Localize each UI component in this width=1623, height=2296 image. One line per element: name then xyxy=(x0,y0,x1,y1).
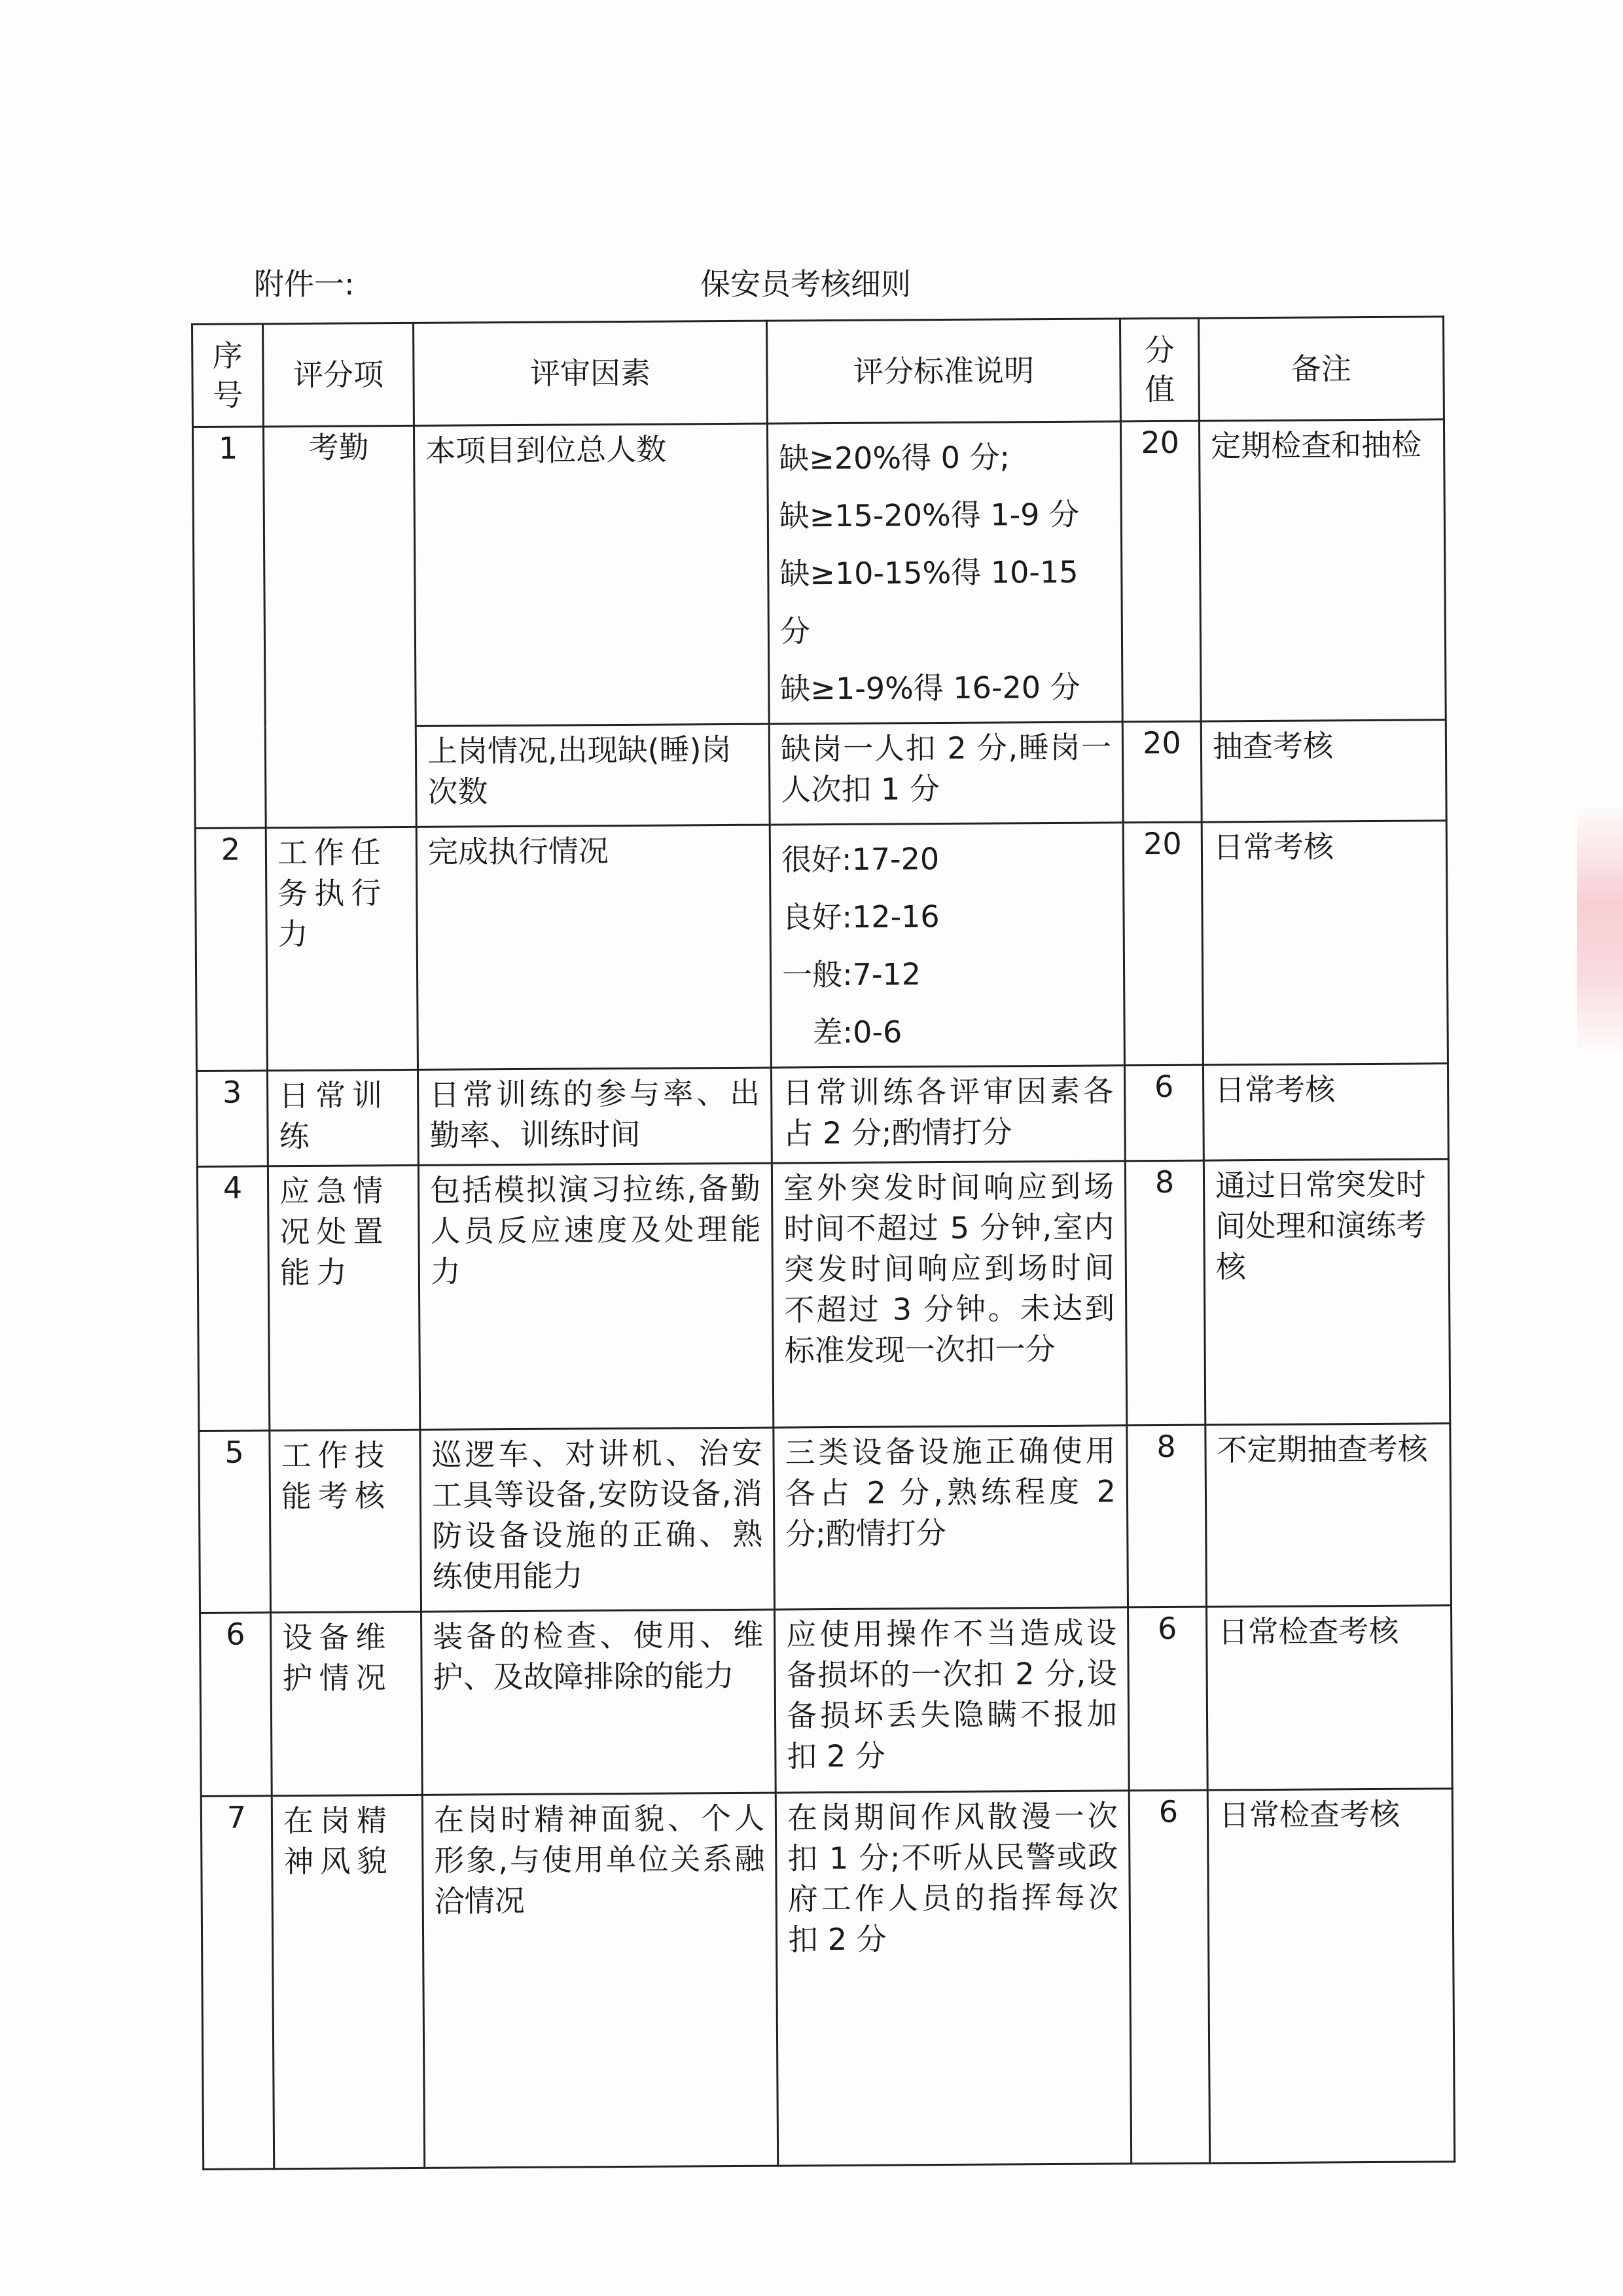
row-number: 6 xyxy=(200,1613,272,1797)
col-header-no: 序号 xyxy=(192,324,264,427)
document-header xyxy=(0,260,1623,306)
criteria-lines xyxy=(768,422,1122,723)
score-value: 20 xyxy=(1123,822,1203,1066)
seal-stamp-edge xyxy=(1577,805,1623,1054)
item-cell xyxy=(268,1165,419,1430)
row-number: 3 xyxy=(196,1071,268,1167)
score-value: 8 xyxy=(1127,1425,1207,1607)
criteria-line: 一般:7-12 xyxy=(781,956,921,993)
score-value: 20 xyxy=(1120,421,1201,722)
factor-text: 日常训练的参与率、出勤率、训练时间 xyxy=(429,1075,760,1153)
criteria-text: 日常训练各评审因素各占 2 分;酌情打分 xyxy=(783,1073,1114,1151)
criteria-text: 应使用操作不当造成设备损坏的一次扣 2 分,设备损坏丢失隐瞒不报加扣 2 分 xyxy=(786,1615,1118,1774)
factor-text: 上岗情况,出现缺(睡)岗次数 xyxy=(427,731,732,810)
criteria-cell xyxy=(775,1607,1130,1793)
factor-cell xyxy=(416,724,770,827)
factor-text: 本项目到位总人数 xyxy=(425,431,667,469)
criteria-line: 缺≥20%得 0 分; xyxy=(779,439,1010,476)
criteria-cell xyxy=(774,1426,1128,1609)
criteria-cell xyxy=(771,1066,1125,1163)
factor-cell xyxy=(420,1427,775,1611)
item-name: 考勤 xyxy=(263,425,416,827)
row-number: 7 xyxy=(201,1796,274,2170)
table-row xyxy=(196,1064,1448,1167)
criteria-lines xyxy=(771,823,1124,1066)
table-header-row xyxy=(192,317,1444,427)
note-cell xyxy=(1201,720,1446,822)
factor-cell xyxy=(416,825,771,1069)
factor-text: 在岗时精神面貌、个人形象,与使用单位关系融洽情况 xyxy=(433,1800,765,1919)
note-cell xyxy=(1207,1789,1454,2163)
item-cell xyxy=(271,1611,423,1795)
row-number: 2 xyxy=(195,828,267,1071)
item-name: 工作任务执行力 xyxy=(277,834,388,952)
col-header-criteria: 评分标准说明 xyxy=(766,319,1120,423)
factor-cell xyxy=(414,423,769,726)
table-row xyxy=(197,1159,1450,1431)
item-name: 工作技能考核 xyxy=(281,1437,392,1515)
note-text: 日常考核 xyxy=(1213,829,1334,865)
note-text: 定期检查和抽检 xyxy=(1211,427,1422,464)
score-value: 6 xyxy=(1124,1065,1204,1161)
col-header-factor: 评审因素 xyxy=(414,321,768,425)
criteria-line: 良好:12-16 xyxy=(781,899,940,935)
factor-cell xyxy=(422,1793,777,2168)
col-header-score: 分值 xyxy=(1120,318,1199,422)
criteria-line: 差:0-6 xyxy=(812,1014,902,1050)
document-title: 保安员考核细则 xyxy=(700,266,911,302)
note-text: 日常考核 xyxy=(1215,1071,1336,1108)
criteria-line: 缺≥1-9%得 16-20 分 xyxy=(780,669,1080,707)
note-cell xyxy=(1205,1424,1452,1607)
item-name: 设备维护情况 xyxy=(282,1619,393,1696)
criteria-cell xyxy=(769,722,1123,825)
factor-text: 完成执行情况 xyxy=(427,833,609,870)
score-value: 6 xyxy=(1128,1607,1208,1791)
criteria-text: 室外突发时间响应到场时间不超过 5 分钟,室内突发时间响应到场时间不超过 3 分钟。未达到标准发现一次扣一分 xyxy=(783,1168,1115,1369)
note-cell xyxy=(1203,1064,1448,1160)
score-value: 20 xyxy=(1122,721,1202,823)
criteria-cell xyxy=(772,1161,1126,1427)
table-row xyxy=(200,1605,1453,1797)
note-cell xyxy=(1204,1159,1450,1425)
col-header-note: 备注 xyxy=(1198,317,1444,421)
factor-text: 包括模拟演习拉练,备勤人员反应速度及处理能力 xyxy=(429,1170,761,1289)
note-cell xyxy=(1207,1605,1453,1790)
factor-cell xyxy=(421,1609,776,1795)
criteria-text: 缺岗一人扣 2 分,睡岗一人次扣 1 分 xyxy=(780,729,1112,808)
score-value: 8 xyxy=(1125,1160,1205,1426)
col-header-item: 评分项 xyxy=(263,323,414,426)
row-number: 1 xyxy=(192,427,266,829)
item-cell xyxy=(272,1795,424,2168)
criteria-line: 缺≥10-15%得 10-15 分 xyxy=(779,554,1079,649)
note-cell xyxy=(1199,420,1446,721)
score-value: 6 xyxy=(1129,1790,1209,2164)
criteria-text: 三类设备设施正确使用各占 2 分,熟练程度 2 分;酌情打分 xyxy=(785,1433,1116,1552)
factor-text: 装备的检查、使用、维护、及故障排除的能力 xyxy=(433,1617,764,1695)
attachment-label: 附件一: xyxy=(254,266,355,302)
item-cell xyxy=(267,1069,418,1166)
note-text: 通过日常突发时间处理和演练考核 xyxy=(1215,1166,1427,1285)
item-cell xyxy=(266,827,418,1070)
criteria-cell xyxy=(770,823,1124,1067)
criteria-cell xyxy=(776,1791,1131,2166)
note-text: 抽查考核 xyxy=(1212,728,1334,764)
item-cell xyxy=(270,1429,421,1612)
note-text: 不定期抽查考核 xyxy=(1217,1431,1428,1468)
row-number: 5 xyxy=(199,1431,271,1613)
item-name: 日常训练 xyxy=(279,1077,389,1155)
table-row xyxy=(195,821,1448,1071)
assessment-table xyxy=(191,315,1455,2170)
table-row xyxy=(192,420,1446,728)
criteria-line: 很好:17-20 xyxy=(781,841,940,878)
table-row xyxy=(201,1789,1454,2170)
factor-text: 巡逻车、对讲机、治安工具等设备,安防设备,消防设备设施的正确、熟练使用能力 xyxy=(431,1435,763,1594)
factor-cell xyxy=(418,1067,772,1165)
criteria-text: 在岗期间作风散漫一次扣 1 分;不听从民警或政府工作人员的指挥每次扣 2 分 xyxy=(787,1798,1118,1958)
factor-cell xyxy=(418,1163,773,1429)
note-text: 日常检查考核 xyxy=(1219,1796,1400,1833)
item-name: 在岗精神风貌 xyxy=(283,1803,394,1880)
criteria-line: 缺≥15-20%得 1-9 分 xyxy=(779,496,1080,534)
table-row xyxy=(199,1424,1452,1613)
note-cell xyxy=(1202,821,1448,1065)
criteria-cell xyxy=(767,422,1122,724)
item-name: 应急情况处置能力 xyxy=(279,1173,390,1291)
row-number: 4 xyxy=(197,1166,269,1431)
note-text: 日常检查考核 xyxy=(1218,1613,1399,1650)
